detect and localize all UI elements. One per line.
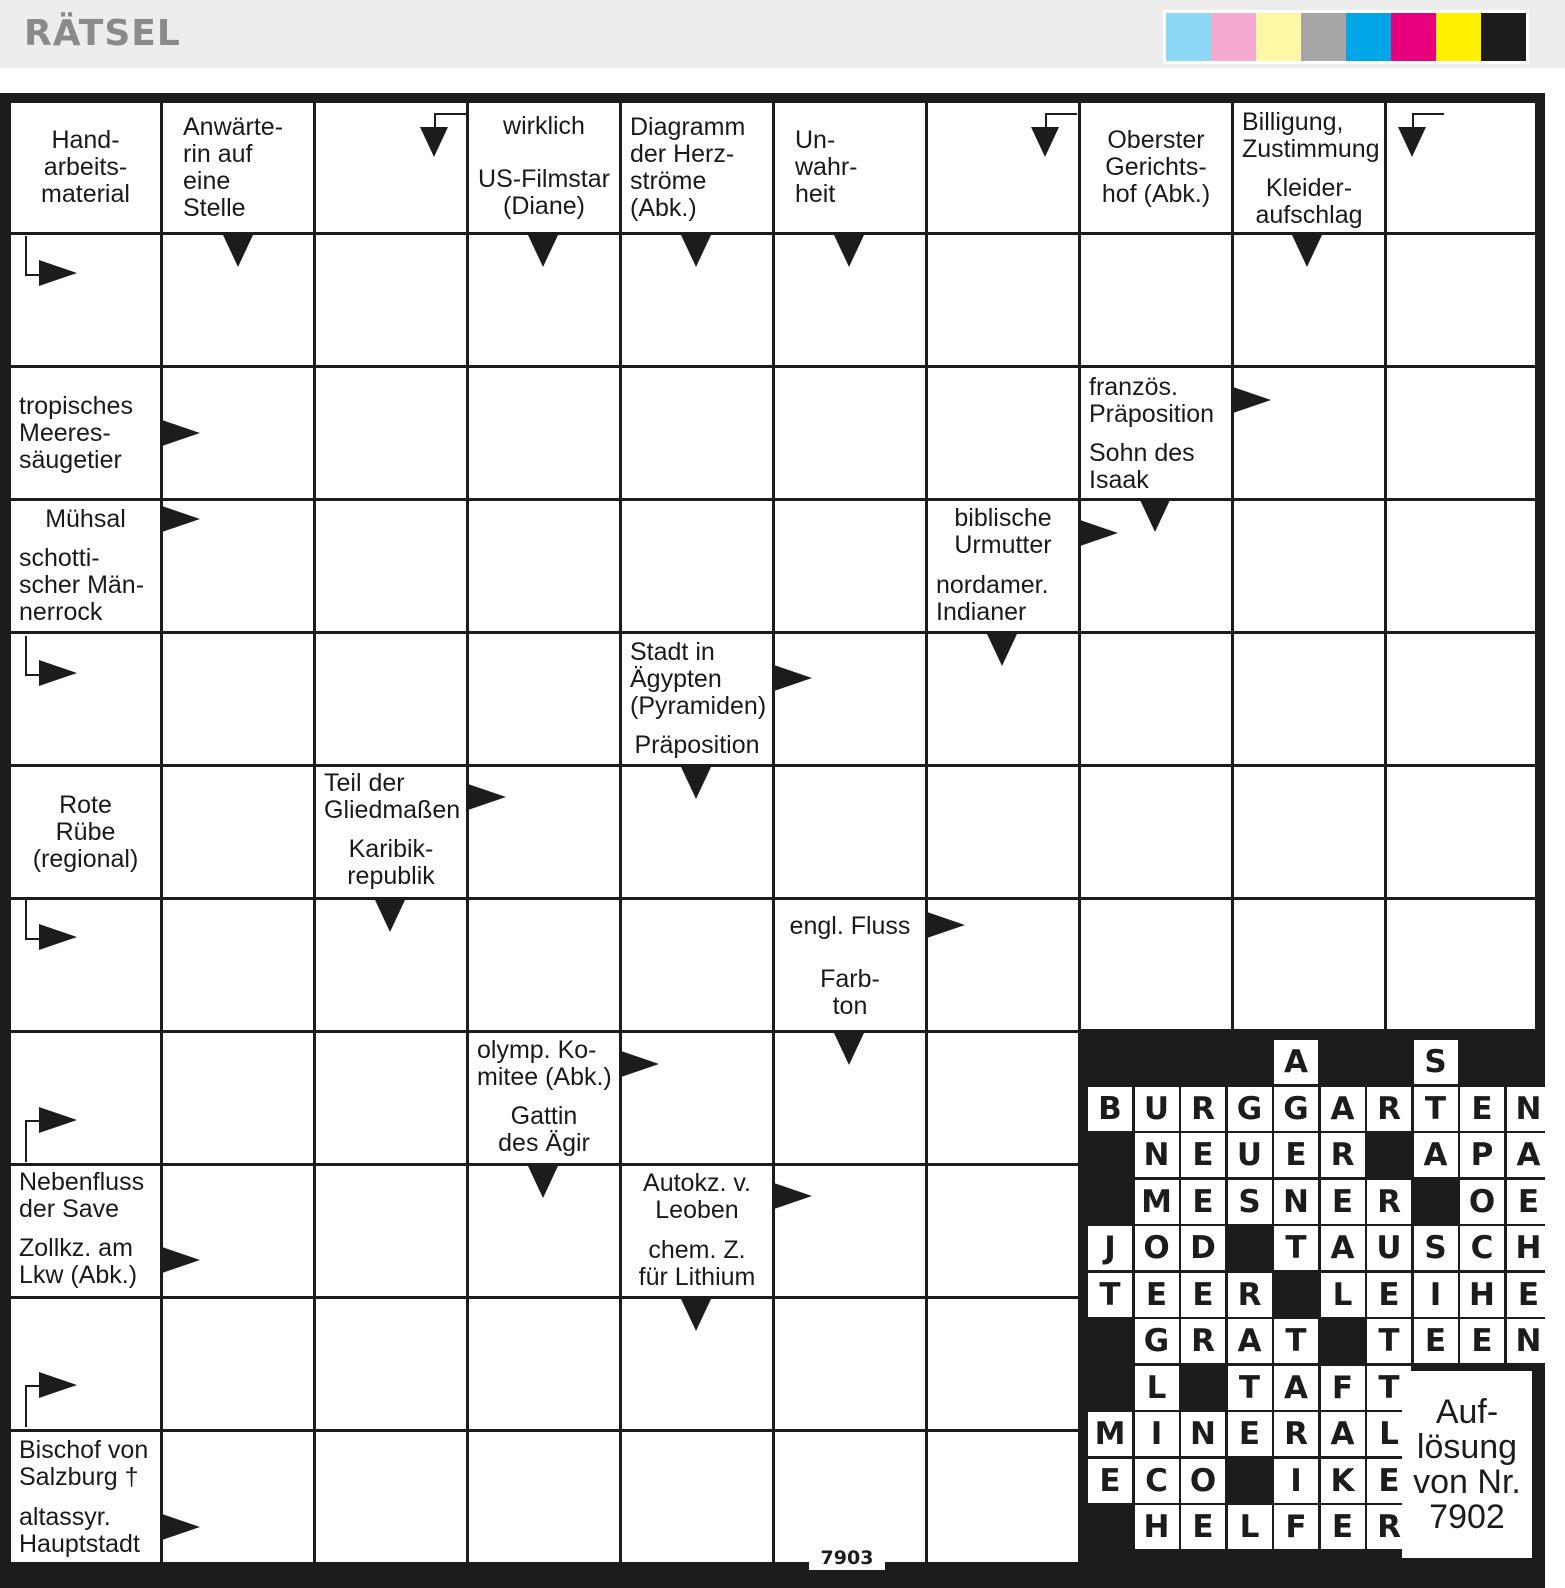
arrow-right-icon [39,924,77,950]
clue-box [469,1033,619,1094]
header-bar [0,0,1565,68]
solution-letter: E [1321,1505,1365,1549]
solution-letter: C [1460,1226,1504,1270]
answer-cell[interactable] [316,1432,466,1562]
solution-letter: K [1321,1459,1365,1503]
answer-cell[interactable] [1387,235,1535,365]
solution-letter: E [1135,1273,1179,1317]
color-swatch [1346,13,1391,61]
solution-letter: F [1321,1366,1365,1410]
arrow-down-icon [681,1299,711,1331]
clue-text: Sohn des Isaak [1089,439,1195,494]
answer-cell[interactable] [928,1166,1078,1296]
solution-letter: E [1181,1273,1225,1317]
answer-cell[interactable] [928,1033,1078,1163]
solution-letter: E [1367,1459,1411,1503]
answer-cell[interactable] [1234,501,1384,631]
solution-letter: E [1228,1412,1272,1456]
solution-letter: L [1321,1273,1365,1317]
clue-text: Oberster Gerichts- hof (Abk.) [1101,126,1211,208]
arrow-right-icon [39,260,77,286]
answer-cell[interactable] [775,1432,925,1562]
solution-letter: S [1414,1226,1458,1270]
solution-letter: A [1321,1412,1365,1456]
clue-box [775,103,925,232]
clue-text: Präposition [634,731,760,759]
clue-text: Zollkz. am Lkw (Abk.) [19,1234,138,1289]
solution-letter: D [1181,1226,1225,1270]
arrow-right-icon [162,420,200,446]
clue-box [928,566,1078,631]
answer-cell[interactable] [163,1033,313,1163]
answer-cell[interactable] [469,900,619,1030]
clue-text: chem. Z. für Lithium [638,1235,756,1291]
arrow-right-icon [774,1183,812,1209]
solution-letter: H [1460,1273,1504,1317]
clue-box [1081,368,1231,433]
clue-text: Diagramm der Herz- ströme (Abk.) [630,112,746,222]
clue-text: französ. Präposition [1089,372,1215,428]
clue-text: Rote Rübe (regional) [32,790,139,873]
solution-letter: C [1135,1459,1179,1503]
clue-box [622,1231,772,1296]
solution-letter: E [1507,1273,1551,1317]
solution-letter: G [1274,1087,1318,1131]
answer-cell[interactable] [1387,900,1535,1030]
solution-letter: E [1414,1319,1458,1363]
answer-cell[interactable] [775,368,925,498]
clue-text: US-Filmstar (Diane) [478,164,610,220]
clue-box [11,1228,160,1296]
clue-box [163,103,313,232]
answer-cell[interactable] [1387,368,1535,498]
clue-box [11,368,160,498]
solution-letter: I [1135,1412,1179,1456]
solution-caption-line: 7902 [1429,1497,1505,1536]
clue-text: Bischof von Salzburg † [19,1436,149,1491]
answer-cell[interactable] [1234,900,1384,1030]
solution-letter: P [1460,1133,1504,1177]
clue-text: Nebenfluss der Save [19,1167,145,1223]
color-swatch [1301,13,1346,61]
solution-letter: S [1228,1180,1272,1224]
clue-box [11,1432,160,1496]
answer-cell[interactable] [1387,634,1535,764]
page-title: RÄTSEL [24,13,181,54]
solution-letter: L [1228,1505,1272,1549]
clue-text: Hand- arbeits- material [41,126,130,208]
arrow-down-icon [834,235,864,267]
clue-box [469,153,619,232]
solution-letter: E [1367,1273,1411,1317]
solution-letter: A [1228,1319,1272,1363]
answer-cell[interactable] [622,900,772,1030]
solution-letter: A [1274,1040,1318,1084]
arrow-down-icon [1140,500,1170,532]
answer-cell[interactable] [469,1299,619,1429]
clue-text: Teil der Gliedmaßen [324,768,461,824]
solution-letter: T [1088,1273,1132,1317]
clue-box [11,1499,160,1562]
clue-box [928,501,1078,563]
answer-cell[interactable] [469,1432,619,1562]
solution-letter: S [1414,1040,1458,1084]
solution-letter: N [1507,1319,1551,1363]
answer-cell[interactable] [775,634,925,764]
solution-letter: R [1321,1133,1365,1177]
solution-letter: A [1274,1366,1318,1410]
solution-letter: I [1414,1273,1458,1317]
arrow-right-icon [162,506,200,532]
answer-cell[interactable] [163,900,313,1030]
answer-cell[interactable] [928,235,1078,365]
answer-cell[interactable] [1387,767,1535,897]
answer-cell[interactable] [316,1299,466,1429]
answer-cell[interactable] [622,368,772,498]
arrow-right-icon [1080,520,1118,546]
solution-letter: H [1507,1226,1551,1270]
answer-cell[interactable] [1081,634,1231,764]
solution-letter: M [1088,1412,1132,1456]
clue-box [1234,171,1384,232]
solution-letter: R [1367,1087,1411,1131]
solution-letter: T [1367,1319,1411,1363]
clue-text: wirklich [503,112,585,140]
answer-cell[interactable] [1081,235,1231,365]
arrow-right-icon [468,784,506,810]
color-swatch [1391,13,1436,61]
solution-letter: E [1181,1180,1225,1224]
clue-box [316,829,466,897]
solution-letter: R [1274,1412,1318,1456]
solution-letter: J [1088,1226,1132,1270]
answer-cell[interactable] [163,1299,313,1429]
solution-letter: R [1228,1273,1272,1317]
color-calibration-strip [1163,10,1529,64]
arrow-down-icon [681,235,711,267]
solution-letter: A [1414,1133,1458,1177]
color-swatch [1166,13,1211,61]
clue-text: engl. Fluss [789,911,911,940]
clue-text: Mühsal [45,504,126,533]
solution-letter: E [1507,1180,1551,1224]
color-swatch [1436,13,1481,61]
arrow-down-icon [1398,127,1426,157]
arrow-down-icon [223,235,253,267]
solution-letter: T [1228,1366,1272,1410]
clue-text: biblische Urmutter [954,504,1052,559]
clue-text: Billigung, Zustimmung [1242,107,1380,163]
arrow-right-icon [621,1051,659,1077]
solution-letter: T [1414,1087,1458,1131]
solution-letter: U [1228,1133,1272,1177]
solution-letter: F [1274,1505,1318,1549]
clue-box [11,103,160,232]
arrow-right-icon [1233,387,1271,413]
clue-box [622,1166,772,1228]
arrow-right-icon [774,665,812,691]
solution-letter: A [1321,1226,1365,1270]
solution-letter: G [1135,1319,1179,1363]
solution-letter: E [1181,1505,1225,1549]
puzzle-number: 7903 [809,1544,885,1570]
answer-cell[interactable] [622,501,772,631]
answer-cell[interactable] [163,1166,313,1296]
answer-cell[interactable] [469,501,619,631]
solution-letter: N [1507,1087,1551,1131]
solution-caption [1402,1371,1532,1558]
answer-cell[interactable] [775,767,925,897]
answer-cell[interactable] [163,634,313,764]
clue-text: Anwärte- rin auf eine Stelle [183,112,284,222]
solution-letter: N [1135,1133,1179,1177]
clue-box [469,103,619,150]
solution-caption-line: Auf- [1435,1392,1499,1431]
clue-box [469,1097,619,1163]
clue-box [775,900,925,952]
arrow-right-icon [39,1372,77,1398]
arrow-down-icon [834,1033,864,1065]
answer-cell[interactable] [316,368,466,498]
color-swatch [1481,13,1526,61]
arrow-down-icon [528,1166,558,1198]
solution-letter: E [1088,1459,1132,1503]
answer-cell[interactable] [316,1033,466,1163]
arrow-right-icon [162,1514,200,1540]
answer-cell[interactable] [163,1432,313,1562]
arrow-down-icon [987,634,1017,666]
answer-cell[interactable] [928,1432,1078,1562]
answer-cell[interactable] [928,1299,1078,1429]
solution-letter: E [1274,1133,1318,1177]
solution-letter: O [1460,1180,1504,1224]
arrow-down-icon [420,127,448,157]
solution-letter: L [1367,1412,1411,1456]
clue-box [775,955,925,1030]
solution-letter: M [1135,1180,1179,1224]
solution-letter: A [1507,1133,1551,1177]
answer-cell[interactable] [1387,501,1535,631]
clue-box [1081,103,1231,232]
solution-letter: I [1274,1459,1318,1503]
solution-letter: G [1228,1087,1272,1131]
clue-text: Karibik- republik [347,835,435,890]
clue-text: altassyr. Hauptstadt [19,1502,140,1558]
solution-letter: A [1321,1087,1365,1131]
clue-text: Un- wahr- heit [795,126,858,208]
color-swatch [1256,13,1301,61]
clue-box [1234,103,1384,168]
color-swatch [1211,13,1256,61]
answer-cell[interactable] [775,501,925,631]
clue-box [11,1166,160,1225]
clue-text: nordamer. Indianer [936,570,1049,626]
clue-box [622,634,772,724]
arrow-down-icon [528,235,558,267]
solution-caption-line: lösung [1416,1427,1518,1466]
arrow-down-icon [681,767,711,799]
answer-cell[interactable] [928,767,1078,897]
solution-letter: E [1321,1180,1365,1224]
clue-text: Stadt in Ägypten (Pyramiden) [630,637,767,720]
clue-text: tropisches Meeres- säugetier [19,391,133,474]
solution-caption-line: von Nr. [1413,1462,1521,1501]
arrow-right-icon [927,912,965,938]
clue-text: Kleider- aufschlag [1255,173,1363,229]
solution-letter: N [1181,1412,1225,1456]
solution-letter: N [1274,1180,1318,1224]
answer-cell[interactable] [928,368,1078,498]
solution-letter: B [1088,1087,1132,1131]
clue-text: Farb- ton [820,964,880,1020]
solution-letter: O [1135,1226,1179,1270]
solution-letter: R [1181,1319,1225,1363]
solution-letter: O [1181,1459,1225,1503]
solution-letter: H [1135,1505,1179,1549]
solution-letter: T [1367,1366,1411,1410]
clue-box [11,501,160,537]
arrow-down-icon [1292,235,1322,267]
clue-box [316,767,466,826]
answer-cell[interactable] [1234,767,1384,897]
solution-letter: L [1135,1366,1179,1410]
answer-cell[interactable] [316,634,466,764]
answer-cell[interactable] [163,767,313,897]
clue-text: Autokz. v. Leoben [643,1169,751,1224]
answer-cell[interactable] [1234,634,1384,764]
solution-letter: U [1367,1226,1411,1270]
arrow-right-icon [39,1107,77,1133]
answer-cell[interactable] [316,501,466,631]
answer-cell[interactable] [316,235,466,365]
arrow-down-icon [375,900,405,932]
clue-box [622,727,772,764]
answer-cell[interactable] [316,1166,466,1296]
clue-box [11,767,160,897]
answer-cell[interactable] [1081,900,1231,1030]
clue-text: schotti- scher Män- nerrock [19,544,145,626]
solution-letter: T [1274,1226,1318,1270]
answer-cell[interactable] [469,634,619,764]
clue-box [622,103,772,232]
solution-letter: R [1367,1505,1411,1549]
answer-cell[interactable] [622,1432,772,1562]
answer-cell[interactable] [1081,767,1231,897]
solution-letter: R [1181,1087,1225,1131]
answer-cell[interactable] [469,368,619,498]
arrow-right-icon [162,1247,200,1273]
solution-letter: E [1181,1133,1225,1177]
arrow-right-icon [39,660,77,686]
solution-letter: T [1274,1319,1318,1363]
solution-letter: U [1135,1087,1179,1131]
solution-letter: E [1460,1087,1504,1131]
clue-box [1081,436,1231,498]
clue-text: Gattin des Ägir [498,1102,590,1157]
solution-letter: E [1460,1319,1504,1363]
clue-box [11,540,160,631]
clue-text: olymp. Ko- mitee (Abk.) [477,1035,612,1091]
answer-cell[interactable] [775,1299,925,1429]
arrow-down-icon [1031,127,1059,157]
answer-cell[interactable] [1387,103,1535,232]
solution-letter: R [1367,1180,1411,1224]
